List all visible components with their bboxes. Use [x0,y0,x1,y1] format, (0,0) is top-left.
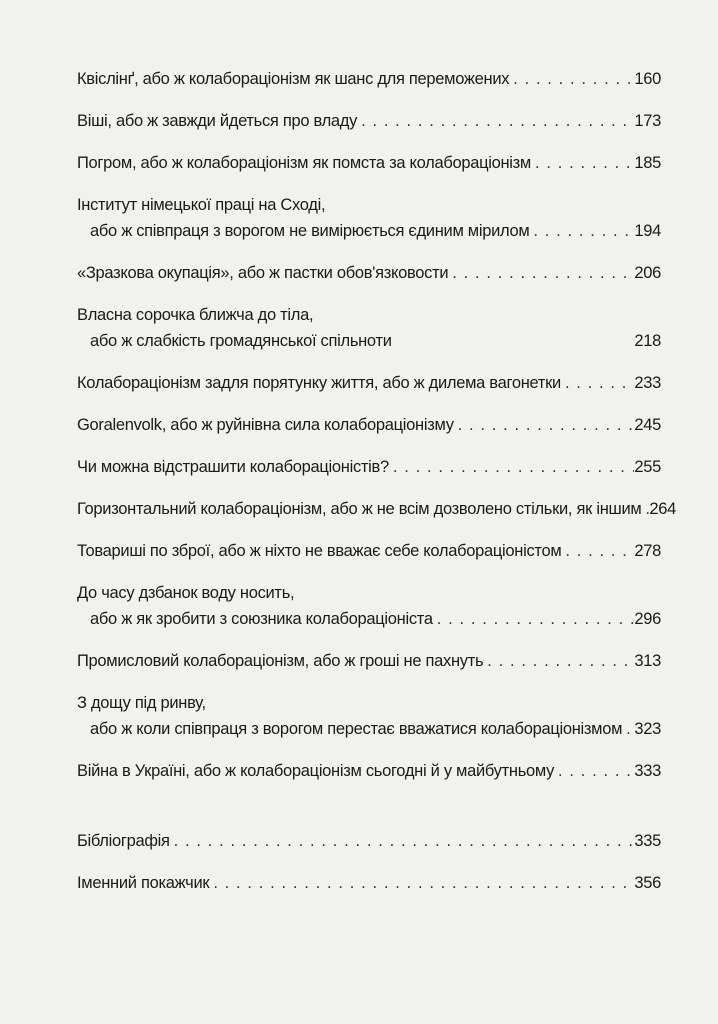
toc-entry-page: 296 [634,610,661,628]
toc-entry [77,648,661,674]
section-gap [77,800,661,828]
toc-entry-title-line: З дощу під ринву, [77,694,206,712]
dot-leader [448,260,634,286]
toc-entry-title: Віші, або ж завжди йдеться про владу [77,112,358,130]
toc-entry-title-line: або ж співпраця з ворогом не вимірюється єдиним мірилом [90,222,530,240]
toc-entry [77,496,677,522]
toc-entry-title-line: або ж коли співпраця з ворогом перестає вважатися колабораціонізмом [90,720,623,738]
dot-leader [531,150,634,176]
toc-entry-page: 356 [634,874,661,892]
toc-entry-title: Колабораціонізм задля порятунку життя, або ж дилема вагонетки [77,374,561,392]
toc-back-matter-entry [77,828,661,854]
toc-entry-page: 313 [634,652,661,670]
toc-entry-page: 333 [634,762,661,780]
dot-leader [454,412,635,438]
toc-entry [77,260,661,286]
toc-back-matter-entry [77,870,661,896]
toc-entry-page: 335 [634,832,661,850]
table-of-contents [77,66,677,912]
toc-entry-page: 245 [634,416,661,434]
toc-entry [77,538,661,564]
toc-entry-title: Чи можна відстрашити колабораціоністів? [77,458,389,476]
toc-entry-title-line: Інститут німецької праці на Сході, [77,196,326,214]
toc-entry [77,580,661,632]
toc-entry-page: 264 [649,500,677,518]
toc-entry [77,758,661,784]
toc-entry [77,370,661,396]
toc-entry [77,66,661,92]
toc-entry-page: 323 [634,720,661,738]
toc-entry-title: Бібліографія [77,832,170,850]
toc-entry-page: 160 [634,70,661,88]
toc-entry-title: Іменний покажчик [77,874,210,892]
dot-leader [554,758,634,784]
toc-entry-title-line: або ж як зробити з союзника колабораціоніста [90,610,433,628]
toc-entry-page: 194 [634,222,661,240]
toc-entry-page: 233 [634,374,661,392]
toc-entry [77,192,661,244]
toc-entry-title: Товариші по зброї, або ж ніхто не вважає себе колабораціоністом [77,542,562,560]
toc-entry-title: Горизонтальний колабораціонізм, або ж не всім дозволено стільки, як іншим [77,500,642,518]
toc-entry [77,454,661,480]
toc-entry [77,150,661,176]
toc-entry [77,302,661,354]
toc-entry-title: Погром, або ж колабораціонізм як помста за колабораціонізм [77,154,531,172]
dot-leader [483,648,634,674]
toc-entry-page: 173 [634,112,661,130]
dot-leader [389,454,634,480]
toc-entry-title-line: До часу дзбанок воду носить, [77,584,295,602]
toc-entry-title-line: Власна сорочка ближча до тіла, [77,306,314,324]
dot-leader [209,870,634,896]
toc-entry-page: 255 [634,458,661,476]
toc-entry-page: 185 [634,154,661,172]
toc-entry-title: Квіслінґ, або ж колабораціонізм як шанс для переможених [77,70,510,88]
toc-entry [77,690,661,742]
toc-entry-title-line: або ж слабкість громадянської спільноти [90,332,392,350]
toc-entry-title: «Зразкова окупація», або ж пастки обов'язковости [77,264,449,282]
toc-entry-title: Промисловий колабораціонізм, або ж гроші не пахнуть [77,652,484,670]
toc-entry [77,108,661,134]
toc-entry-page: 206 [634,264,661,282]
toc-entry-page: 218 [634,332,661,350]
dot-leader [433,606,635,632]
toc-entry-title: Війна в Україні, або ж колабораціонізм сьогодні й у майбутньому [77,762,555,780]
dot-leader [509,66,634,92]
toc-entry-title: Goralenvolk, або ж руйнівна сила колабораціонізму [77,416,454,434]
dot-leader [357,108,634,134]
dot-leader [561,370,634,396]
toc-entry-page: 278 [634,542,661,560]
dot-leader [170,828,635,854]
dot-leader [641,496,649,522]
toc-entry [77,412,661,438]
dot-leader [622,716,634,742]
dot-leader [561,538,634,564]
dot-leader [529,218,634,244]
